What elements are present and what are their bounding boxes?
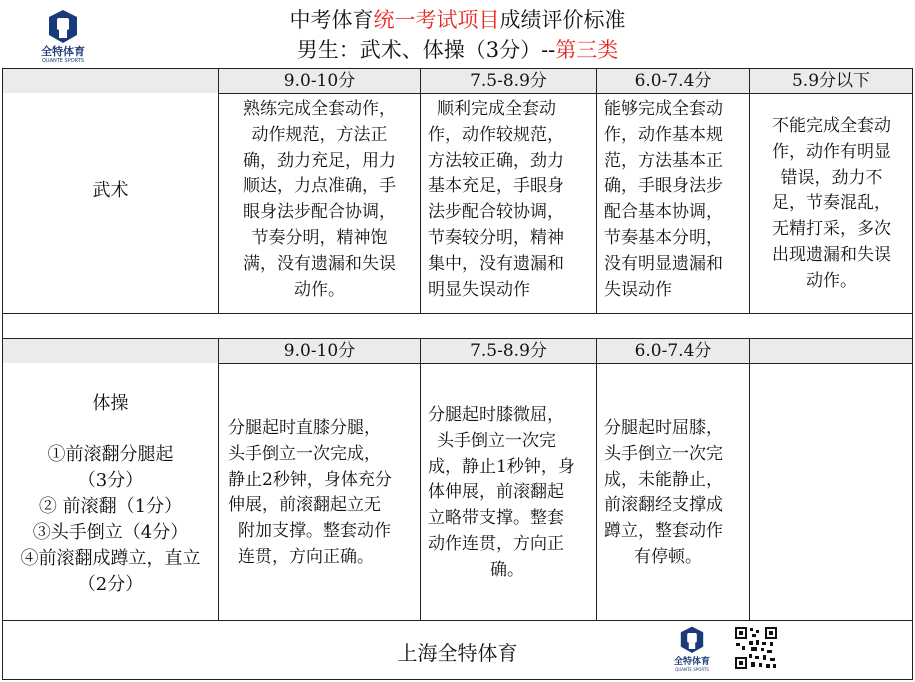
gymnastics-grade-2: 7.5-8.9分 — [470, 341, 547, 361]
gymnastics-desc-1: 分腿起时直膝分腿， 头手倒立一次完成， 静止2秒钟，身体充分 伸展，前滚翻起立无 附加支撑。整套动作 连贯，方向正确。 — [228, 418, 392, 567]
gymnastics-item: （2分） — [77, 574, 144, 595]
gymnastics-item: ② 前滚翻（1分） — [38, 496, 183, 517]
footer-logo-brand-cn: 全特体育 — [673, 657, 710, 667]
wushu-grade-3: 6.0-7.4分 — [634, 71, 712, 91]
wushu-grade-1: 9.0-10分 — [283, 71, 356, 91]
gymnastics-desc-3: 分腿起时屈膝， 头手倒立一次完 成，未能静止， 前滚翻经支撑成 蹲立，整套动作 有停顿。 — [604, 418, 723, 567]
title-part2: 成绩评价标准 — [499, 8, 626, 32]
page-title — [0, 6, 915, 34]
logo-brand-en: QUANTE SPORTS — [41, 58, 85, 64]
footer-logo-brand-en: QUANTE SPORTS — [675, 667, 709, 672]
gymnastics-desc-2: 分腿起时膝微屈， 头手倒立一次完 成，静止1秒钟，身 体伸展，前滚翻起 立略带支撑。整套 动作连贯，方向正 确。 — [428, 405, 575, 580]
subtitle-highlight: 第三类 — [555, 38, 619, 62]
wushu-desc-2: 顺利完成全套动 作，动作较规范， 方法较正确，劲力 基本充足，手眼身 法步配合较协调， 节奏较分明，精神 集中，没有遗漏和 明显失误动作 — [428, 99, 564, 300]
gymnastics-grade-1: 9.0-10分 — [283, 341, 356, 361]
footer-company: 上海全特体育 — [397, 641, 518, 665]
logo-brand-cn: 全特体育 — [41, 45, 85, 58]
gymnastics-item: ①前滚翻分腿起 — [47, 444, 174, 465]
wushu-desc-3: 能够完成全套动 作，动作基本规 范，方法基本正 确，手眼身法步 配合基本协调， 节奏基本分明， 没有明显遗漏和 失误动作 — [604, 99, 723, 300]
gymnastics-item: （3分） — [77, 470, 144, 491]
wushu-label: 武术 — [92, 180, 129, 201]
fist-hexagon-logo-icon — [668, 624, 716, 658]
wushu-desc-1: 熟练完成全套动作， 动作规范，方法正 确，劲力充足，用力 顺达，力点准确，手 眼身法步配合协调， 节奏分明，精神饱 满，没有遗漏和失误 动作。 — [243, 99, 396, 300]
page-subtitle — [0, 36, 915, 64]
gymnastics-items — [3, 442, 218, 598]
gymnastics-item: ④前滚翻成蹲立，直立 — [20, 548, 201, 569]
wushu-desc-4: 不能完成全套动 作，动作有明显 错误，劲力不 足，节奏混乱， 无精打采，多次 出现遗漏和失误 动作。 — [772, 116, 891, 291]
footer-logo — [668, 624, 716, 672]
title-highlight: 统一考试项目 — [373, 8, 500, 32]
title-part1: 中考体育 — [289, 8, 374, 32]
qr-code-icon — [734, 626, 778, 670]
gymnastics-grade-3: 6.0-7.4分 — [634, 341, 712, 361]
gymnastics-item: ③头手倒立（4分） — [32, 522, 189, 543]
subtitle-part1: 男生：武术、体操（3分）-- — [296, 38, 556, 62]
wushu-grade-4: 5.9分以下 — [791, 71, 871, 91]
wushu-grade-2: 7.5-8.9分 — [470, 71, 547, 91]
gymnastics-label: 体操 — [92, 393, 129, 414]
